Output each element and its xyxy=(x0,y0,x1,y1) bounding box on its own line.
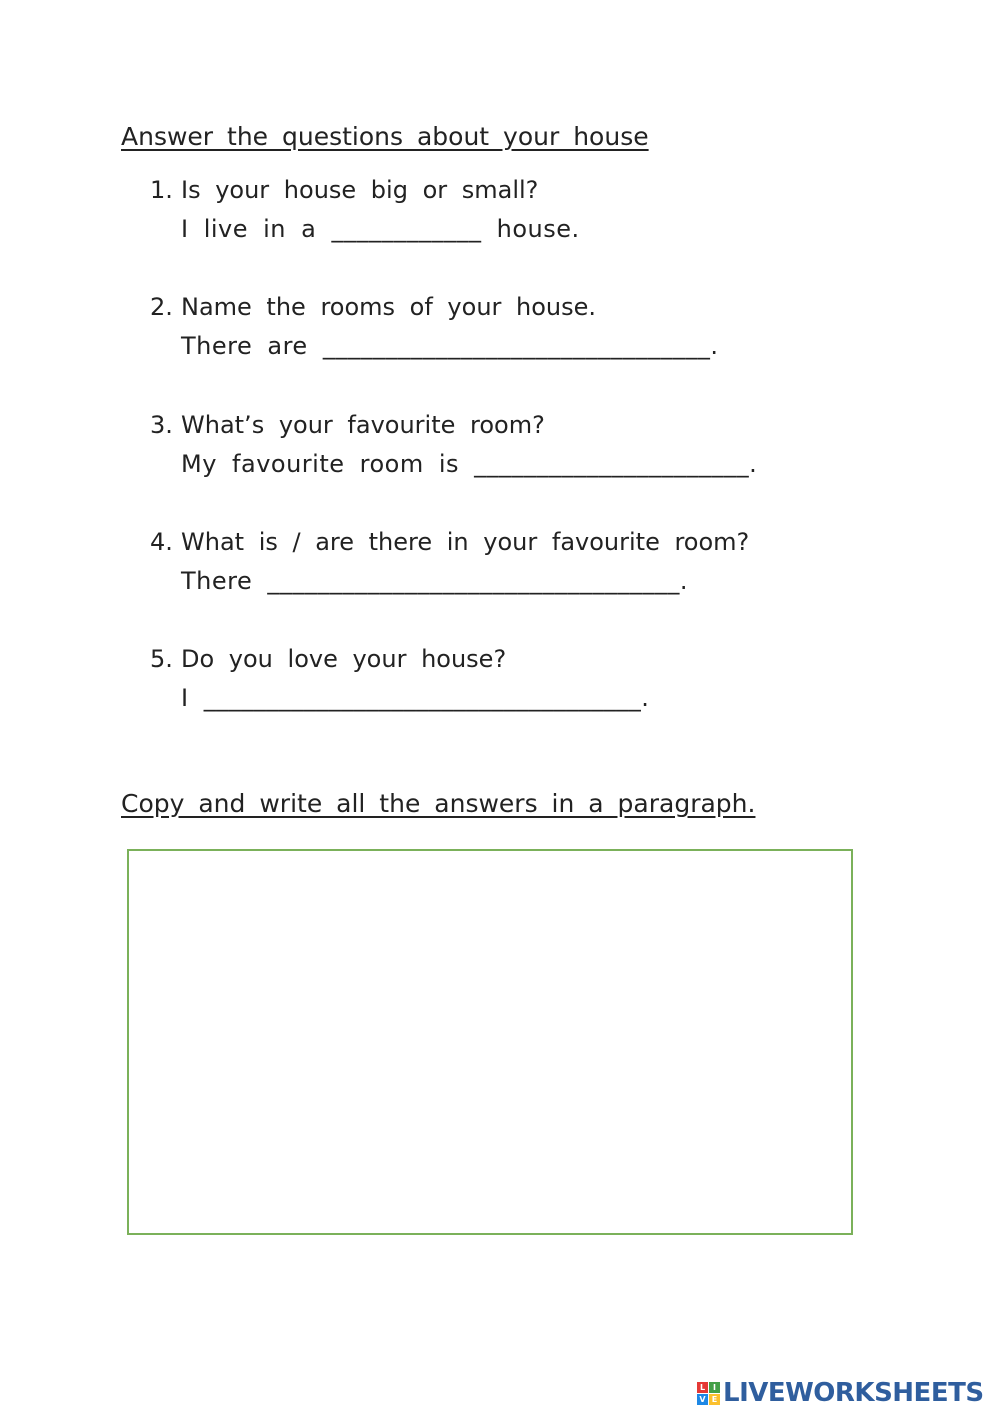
answer-line-2[interactable]: There are _______________________________. xyxy=(181,332,719,360)
question-3 xyxy=(150,411,545,439)
question-5 xyxy=(150,645,506,673)
logo-icon xyxy=(697,1382,720,1405)
question-text: Do you love your house? xyxy=(181,645,507,673)
paragraph-instruction: Copy and write all the answers in a paragraph. xyxy=(121,789,756,818)
paragraph-answer-box[interactable] xyxy=(127,849,853,1235)
logo-icon-cell: E xyxy=(709,1394,720,1405)
logo-icon-cell: L xyxy=(697,1382,708,1393)
logo-icon-cell: I xyxy=(709,1382,720,1393)
answer-line-4[interactable]: There _________________________________. xyxy=(181,567,688,595)
question-number: 1. xyxy=(150,176,173,204)
question-text: What is / are there in your favourite room? xyxy=(181,528,750,556)
question-text: Name the rooms of your house. xyxy=(181,293,597,321)
question-number: 5. xyxy=(150,645,173,673)
answer-line-3[interactable]: My favourite room is ______________________. xyxy=(181,450,758,478)
question-number: 3. xyxy=(150,411,173,439)
worksheet-title: Answer the questions about your house xyxy=(121,122,649,151)
question-2 xyxy=(150,293,596,321)
liveworksheets-logo xyxy=(697,1377,984,1409)
answer-line-1[interactable]: I live in a ____________ house. xyxy=(181,215,580,243)
answer-line-5[interactable]: I ___________________________________. xyxy=(181,684,650,712)
question-number: 2. xyxy=(150,293,173,321)
question-4 xyxy=(150,528,749,556)
logo-icon-cell: V xyxy=(697,1394,708,1405)
question-text: Is your house big or small? xyxy=(181,176,539,204)
logo-text: LIVEWORKSHEETS xyxy=(723,1378,984,1408)
question-1 xyxy=(150,176,538,204)
question-number: 4. xyxy=(150,528,173,556)
question-text: What’s your favourite room? xyxy=(181,411,545,439)
